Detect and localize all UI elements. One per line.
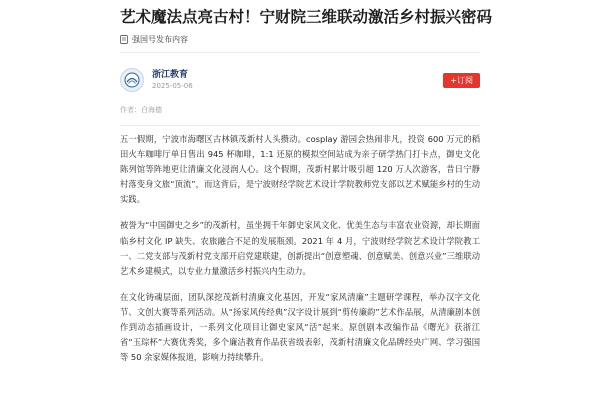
subscribe-button[interactable]: +订阅 [443, 73, 480, 88]
article-title: 艺术魔法点亮古村！宁财院三维联动激活乡村振兴密码 [120, 8, 493, 26]
account-row [120, 57, 480, 103]
article-paragraph: 被誉为“中国御史之乡”的茂新村，虽坐拥千年御史家风文化、优美生态与丰富农业资源，却长期面临乡村文化 IP 缺失、农旅融合不足的发展瓶颈。2021 年 4 月，宁波财经学院艺术设计学院教工一、二党支部与茂新村党支部开启党建联建，创新提出“创意塑魂、创意赋美、创意兴业”三维联动艺术乡建模式，以专业力量激活乡村振兴内生动力。 [120, 220, 480, 276]
article-paragraph: 五一假期，宁波市海曙区古林镇茂新村人头攒动。cosplay 游园会热闹非凡，投资 600 万元的稻田火车咖啡厅单日售出 945 杯咖啡，1:1 还原的模拟空间站成为亲子研学热门打卡点，御史文化陈列馆等阵地更让清廉文化浸润人心。这个假期，茂新村累计吸引超 120 万人次游客，昔日宁静村落变身文旅“顶流”，而这背后，是宁波财经学院艺术设计学院教师党支部以艺术赋能乡村的生动实践。 [120, 134, 480, 205]
author-line: 作者：白海德 [120, 106, 162, 114]
content-divider [120, 125, 480, 126]
source-label-row [120, 32, 480, 46]
zhejiang-education-logo-icon[interactable] [120, 68, 144, 92]
header-divider [120, 52, 480, 53]
article-paragraph: 在文化铸魂层面，团队深挖茂新村清廉文化基因，开发“家风清廉”主题研学课程，举办汉字文化节、文创大赛等系列活动。从“扬家风传经典”汉字设计展到“剪传廉韵”艺术作品展，从清廉剧本创作到动态插画设计，一系列文化项目让御史家风“活”起来。原创剧本改编作品《曙光》获浙江省“玉琮杯”大赛优秀奖，多个廉洁教育作品获省级表彰，茂新村清廉文化品牌经央广网、学习强国等 50 余家媒体报道，影响力持续攀升。 [120, 291, 480, 363]
source-label: 强国号发布内容 [132, 34, 188, 44]
document-icon [120, 35, 128, 44]
account-meta [152, 69, 443, 92]
account-name[interactable]: 浙江教育 [152, 69, 189, 80]
publish-date: 2025-05-06 [152, 81, 193, 90]
